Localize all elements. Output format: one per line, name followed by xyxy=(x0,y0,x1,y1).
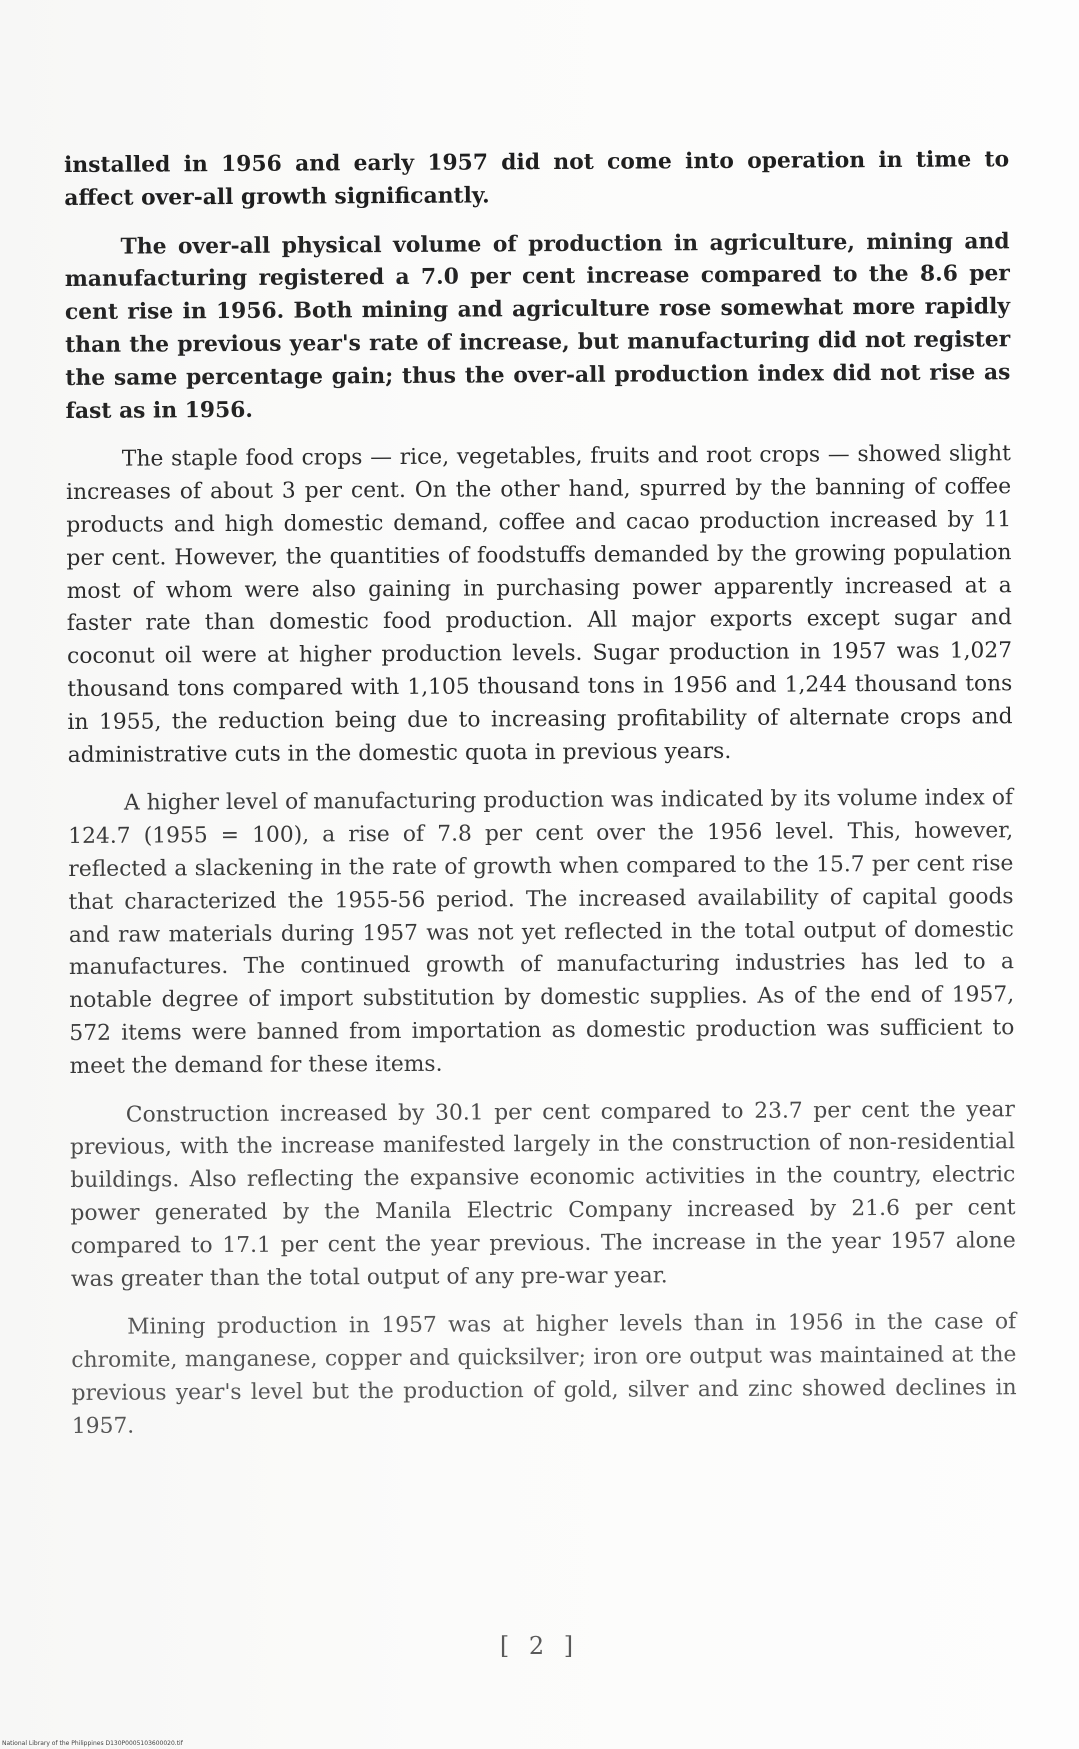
paragraph-production-volume: The over-all physical volume of production in agriculture, mining and manufacturing registered a 7.0 per cent increase compared to the 8.6 per cent rise in 1956. Both mining and agriculture rose somewhat more rapidly than the previous year's rate of increase, but manufacturing did not register the same percentage gain; thus the over-all production index did not rise as fast as in 1956. xyxy=(64,228,1011,424)
page-number: [ 2 ] xyxy=(499,1632,580,1660)
paragraph-food-crops: The staple food crops — rice, vegetables, fruits and root crops — showed slight increases of about 3 per cent. On the other hand, spurred by the banning of coffee products and high domestic demand, coffee and cacao production increased by 11 per cent. However, the quantities of foodstuffs demanded by the growing population most of whom were also gaining in purchasing power apparently increased at a faster rate than domestic food production. All major exports except sugar and coconut oil were at higher production levels. Sugar production in 1957 was 1,027 thousand tons compared with 1,105 thousand tons in 1956 and 1,244 thousand tons in 1955, the reduction being due to increasing profitability of alternate crops and administrative cuts in the domestic quota in previous years. xyxy=(66,441,1013,768)
paragraph-construction: Construction increased by 30.1 per cent compared to 23.7 per cent the year previous, with the increase manifested largely in the construction of non-residential buildings. Also reflecting the expansive economic activities in the country, electric power generated by the Manila Electric Company increased by 21.6 per cent compared to 17.1 per cent the year previous. The increase in the year 1957 alone was greater than the total output of any pre-war year. xyxy=(70,1096,1016,1292)
paragraph-mining: Mining production in 1957 was at higher levels than in 1956 in the case of chromite, manganese, copper and quicksilver; iron ore output was maintained at the previous year's level but the production of gold, silver and zinc showed declines in 1957. xyxy=(71,1309,1017,1439)
paragraph-manufacturing: A higher level of manufacturing production was indicated by its volume index of 124.7 (1955 = 100), a rise of 7.8 per cent over the 1956 level. This, however, reflected a slackening in the rate of growth when compared to the 15.7 per cent rise that characterized the 1955-56 period. The increased availability of capital goods and raw materials during 1957 was not yet reflected in the total output of domestic manufactures. The continued growth of manufacturing industries has led to a notable degree of import substitution by domestic supplies. As of the end of 1957, 572 items were banned from importation as domestic production was sufficient to meet the demand for these items. xyxy=(68,785,1015,1079)
footer-credit: National Library of the Philippines D130P0005103600020.tif xyxy=(2,1740,183,1747)
paragraph-continuation: installed in 1956 and early 1957 did not come into operation in time to affect over-all growth significantly. xyxy=(64,147,1010,211)
body-text xyxy=(64,144,1017,1459)
